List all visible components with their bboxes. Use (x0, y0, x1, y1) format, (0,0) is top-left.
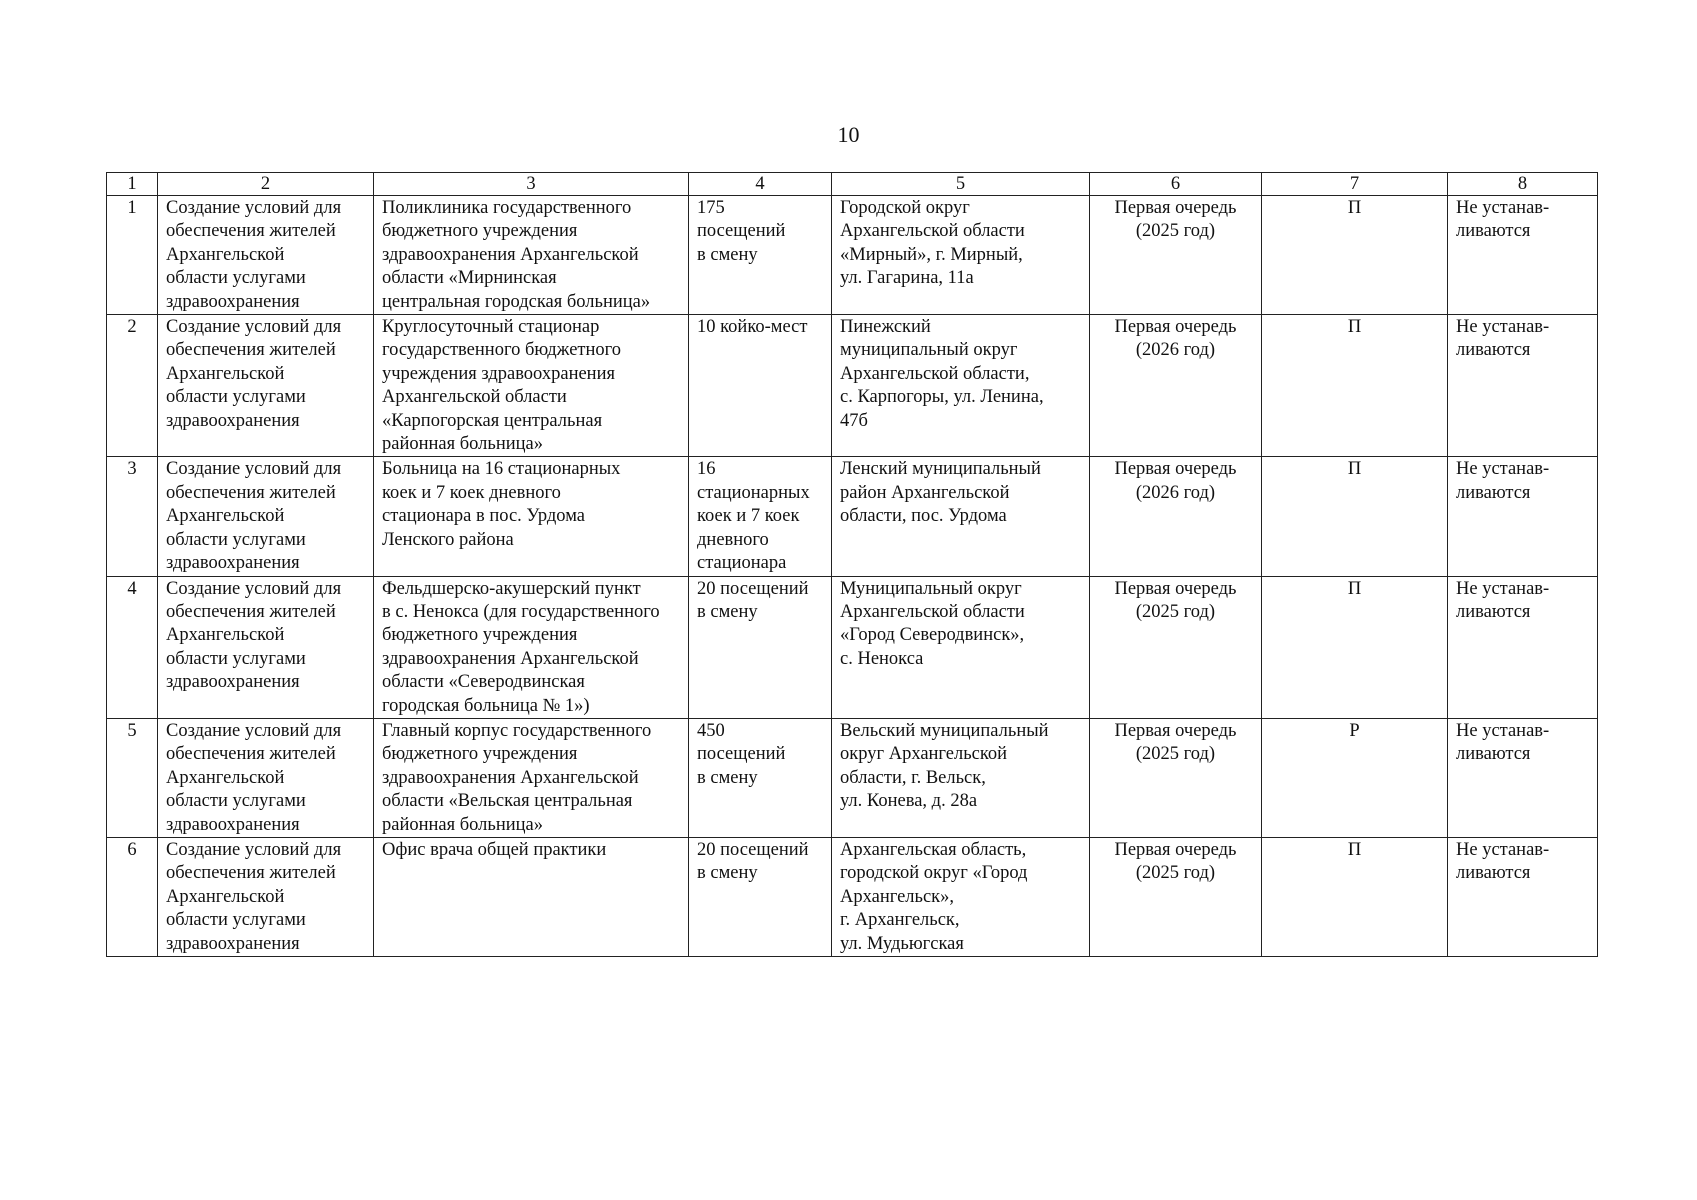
object-name-cell (374, 196, 689, 315)
cell-line: ул. Мудьюгская (840, 933, 964, 954)
cell-line: учреждения здравоохранения (382, 363, 615, 384)
status-cell: П (1262, 837, 1448, 956)
cell-line: области, г. Вельск, (840, 767, 986, 788)
cell-line: с. Карпогоры, ул. Ленина, (840, 387, 1044, 408)
cell-line: обеспечения жителей (166, 601, 336, 622)
cell-line: Не устанав- (1456, 578, 1550, 599)
cell-line: Архангельская область, (840, 839, 1027, 860)
cell-line: здравоохранения (166, 933, 300, 954)
cell-line: 47б (840, 410, 868, 431)
cell-line: 450 (697, 720, 725, 741)
cell-line: Архангельской (166, 886, 285, 907)
cell-line: области «Мирнинская (382, 268, 557, 289)
zones-cell (1448, 196, 1598, 315)
cell-line: здравоохранения (166, 814, 300, 835)
location-cell (832, 315, 1090, 457)
zones-cell (1448, 315, 1598, 457)
row-number-cell: 6 (107, 837, 158, 956)
cell-line: Создание условий для (166, 198, 342, 218)
cell-line: Создание условий для (166, 839, 342, 860)
table-row (107, 837, 1598, 956)
cell-line: Первая очередь (1114, 578, 1237, 599)
cell-line: ул. Конева, д. 28а (840, 791, 978, 812)
cell-line: муниципальный округ (840, 340, 1018, 361)
cell-line: области «Северодвинская (382, 672, 585, 693)
purpose-cell (158, 576, 374, 718)
cell-line: Архангельской области, (840, 363, 1030, 384)
location-cell (832, 457, 1090, 576)
capacity-cell (689, 315, 832, 457)
column-number-header: 1 (107, 173, 158, 196)
column-number-header: 6 (1090, 173, 1262, 196)
cell-line: 16 (697, 459, 716, 480)
planned-objects-table (106, 172, 1598, 957)
cell-line: Архангельской (166, 767, 285, 788)
cell-line: Ленского района (382, 529, 514, 550)
object-name-cell (374, 718, 689, 837)
cell-line: «Карпогорская центральная (382, 410, 603, 431)
cell-line: области, пос. Урдома (840, 506, 1007, 527)
cell-line: бюджетного учреждения (382, 625, 578, 646)
purpose-cell (158, 457, 374, 576)
row-number-cell: 4 (107, 576, 158, 718)
cell-line: обеспечения жителей (166, 863, 336, 884)
cell-line: Первая очередь (1114, 720, 1237, 741)
column-number-header: 5 (832, 173, 1090, 196)
cell-line: Создание условий для (166, 317, 342, 338)
capacity-cell (689, 457, 832, 576)
zones-cell (1448, 457, 1598, 576)
cell-line: здравоохранения (166, 410, 300, 431)
status-cell: П (1262, 196, 1448, 315)
cell-line: Больница на 16 стационарных (382, 459, 621, 480)
cell-line: здравоохранения Архангельской (382, 767, 639, 788)
column-number-header: 3 (374, 173, 689, 196)
cell-line: здравоохранения Архангельской (382, 244, 639, 265)
cell-line: (2025 год) (1135, 744, 1216, 765)
cell-line: ливаются (1456, 221, 1531, 242)
cell-line: Первая очередь (1114, 198, 1237, 218)
cell-line: «Город Северодвинск», (840, 625, 1025, 646)
table-row (107, 196, 1598, 315)
capacity-cell (689, 837, 832, 956)
cell-line: области услугами (166, 387, 306, 408)
cell-line: Создание условий для (166, 578, 342, 599)
location-cell (832, 837, 1090, 956)
cell-line: городской округ «Город (840, 863, 1028, 884)
cell-line: Архангельской области (840, 601, 1025, 622)
cell-line: дневного (697, 529, 769, 550)
cell-line: Пинежский (840, 317, 931, 338)
location-cell (832, 718, 1090, 837)
cell-line: Муниципальный округ (840, 578, 1022, 599)
stage-cell (1090, 837, 1262, 956)
cell-line: Офис врача общей практики (382, 839, 607, 860)
cell-line: Первая очередь (1114, 317, 1237, 338)
cell-line: Круглосуточный стационар (382, 317, 600, 338)
stage-cell (1090, 457, 1262, 576)
cell-line: Архангельской (166, 244, 285, 265)
cell-line: с. Ненокса (840, 648, 924, 669)
cell-line: округ Архангельской (840, 744, 1008, 765)
cell-line: Архангельской (166, 363, 285, 384)
object-name-cell (374, 315, 689, 457)
cell-line: Не устанав- (1456, 720, 1550, 741)
cell-line: Создание условий для (166, 720, 342, 741)
cell-line: ливаются (1456, 340, 1531, 361)
cell-line: ливаются (1456, 601, 1531, 622)
column-number-header: 2 (158, 173, 374, 196)
cell-line: центральная городская больница» (382, 291, 651, 312)
cell-line: Фельдшерско-акушерский пункт (382, 578, 641, 599)
cell-line: Архангельской области (382, 387, 567, 408)
cell-line: (2026 год) (1135, 340, 1216, 361)
cell-line: коек и 7 коек (697, 506, 800, 527)
capacity-cell (689, 196, 832, 315)
status-cell: Р (1262, 718, 1448, 837)
cell-line: Ленский муниципальный (840, 459, 1041, 480)
row-number-cell: 3 (107, 457, 158, 576)
zones-cell (1448, 576, 1598, 718)
table-row (107, 576, 1598, 718)
table-row (107, 315, 1598, 457)
cell-line: (2025 год) (1135, 863, 1216, 884)
cell-line: области услугами (166, 910, 306, 931)
column-number-header: 4 (689, 173, 832, 196)
cell-line: Поликлиника государственного (382, 198, 632, 218)
object-name-cell (374, 837, 689, 956)
cell-line: области услугами (166, 268, 306, 289)
cell-line: Архангельской (166, 625, 285, 646)
table-row (107, 457, 1598, 576)
cell-line: ливаются (1456, 863, 1531, 884)
cell-line: ливаются (1456, 744, 1531, 765)
row-number-cell: 5 (107, 718, 158, 837)
cell-line: Архангельской (166, 506, 285, 527)
cell-line: район Архангельской (840, 482, 1010, 503)
stage-cell (1090, 196, 1262, 315)
cell-line: государственного бюджетного (382, 340, 622, 361)
cell-line: «Мирный», г. Мирный, (840, 244, 1023, 265)
cell-line: области услугами (166, 791, 306, 812)
object-name-cell (374, 576, 689, 718)
purpose-cell (158, 718, 374, 837)
status-cell: П (1262, 457, 1448, 576)
cell-line: посещений (697, 221, 786, 242)
column-number-header: 7 (1262, 173, 1448, 196)
status-cell: П (1262, 315, 1448, 457)
location-cell (832, 576, 1090, 718)
cell-line: в с. Ненокса (для государственного (382, 601, 660, 622)
page-number: 10 (837, 122, 860, 147)
cell-line: Вельский муниципальный (840, 720, 1049, 741)
capacity-cell (689, 576, 832, 718)
cell-line: области услугами (166, 648, 306, 669)
cell-line: здравоохранения (166, 553, 300, 574)
cell-line: коек и 7 коек дневного (382, 482, 561, 503)
cell-line: городская больница № 1») (382, 695, 590, 716)
cell-line: Не устанав- (1456, 317, 1550, 338)
cell-line: стационара (697, 553, 787, 574)
cell-line: обеспечения жителей (166, 340, 336, 361)
cell-line: (2025 год) (1135, 601, 1216, 622)
purpose-cell (158, 837, 374, 956)
cell-line: Первая очередь (1114, 839, 1237, 860)
purpose-cell (158, 315, 374, 457)
cell-line: (2025 год) (1135, 221, 1216, 242)
cell-line: посещений (697, 744, 786, 765)
cell-line: в смену (697, 863, 758, 884)
cell-line: г. Архангельск, (840, 910, 960, 931)
cell-line: Не устанав- (1456, 459, 1550, 480)
cell-line: Архангельской области (840, 221, 1025, 242)
cell-line: стационара в пос. Урдома (382, 506, 585, 527)
cell-line: бюджетного учреждения (382, 221, 578, 242)
cell-line: 175 (697, 198, 725, 218)
column-number-header: 8 (1448, 173, 1598, 196)
cell-line: Главный корпус государственного (382, 720, 652, 741)
cell-line: 10 койко-мест (697, 317, 808, 338)
stage-cell (1090, 315, 1262, 457)
cell-line: Не устанав- (1456, 198, 1550, 218)
cell-line: 20 посещений (697, 578, 809, 599)
cell-line: здравоохранения Архангельской (382, 648, 639, 669)
cell-line: в смену (697, 244, 758, 265)
cell-line: районная больница» (382, 434, 544, 455)
cell-line: здравоохранения (166, 672, 300, 693)
cell-line: Не устанав- (1456, 839, 1550, 860)
cell-line: здравоохранения (166, 291, 300, 312)
column-number-row (107, 173, 1598, 196)
cell-line: в смену (697, 601, 758, 622)
cell-line: ул. Гагарина, 11а (840, 268, 974, 289)
cell-line: обеспечения жителей (166, 482, 336, 503)
row-number-cell: 2 (107, 315, 158, 457)
capacity-cell (689, 718, 832, 837)
cell-line: ливаются (1456, 482, 1531, 503)
location-cell (832, 196, 1090, 315)
table-row (107, 718, 1598, 837)
cell-line: области услугами (166, 529, 306, 550)
cell-line: Архангельск», (840, 886, 955, 907)
cell-line: обеспечения жителей (166, 744, 336, 765)
cell-line: бюджетного учреждения (382, 744, 578, 765)
stage-cell (1090, 718, 1262, 837)
cell-line: области «Вельская центральная (382, 791, 633, 812)
zones-cell (1448, 837, 1598, 956)
cell-line: Первая очередь (1114, 459, 1237, 480)
status-cell: П (1262, 576, 1448, 718)
cell-line: Городской округ (840, 198, 970, 218)
cell-line: стационарных (697, 482, 810, 503)
stage-cell (1090, 576, 1262, 718)
cell-line: (2026 год) (1135, 482, 1216, 503)
zones-cell (1448, 718, 1598, 837)
cell-line: в смену (697, 767, 758, 788)
cell-line: обеспечения жителей (166, 221, 336, 242)
object-name-cell (374, 457, 689, 576)
cell-line: 20 посещений (697, 839, 809, 860)
purpose-cell (158, 196, 374, 315)
row-number-cell: 1 (107, 196, 158, 315)
cell-line: Создание условий для (166, 459, 342, 480)
cell-line: районная больница» (382, 814, 544, 835)
